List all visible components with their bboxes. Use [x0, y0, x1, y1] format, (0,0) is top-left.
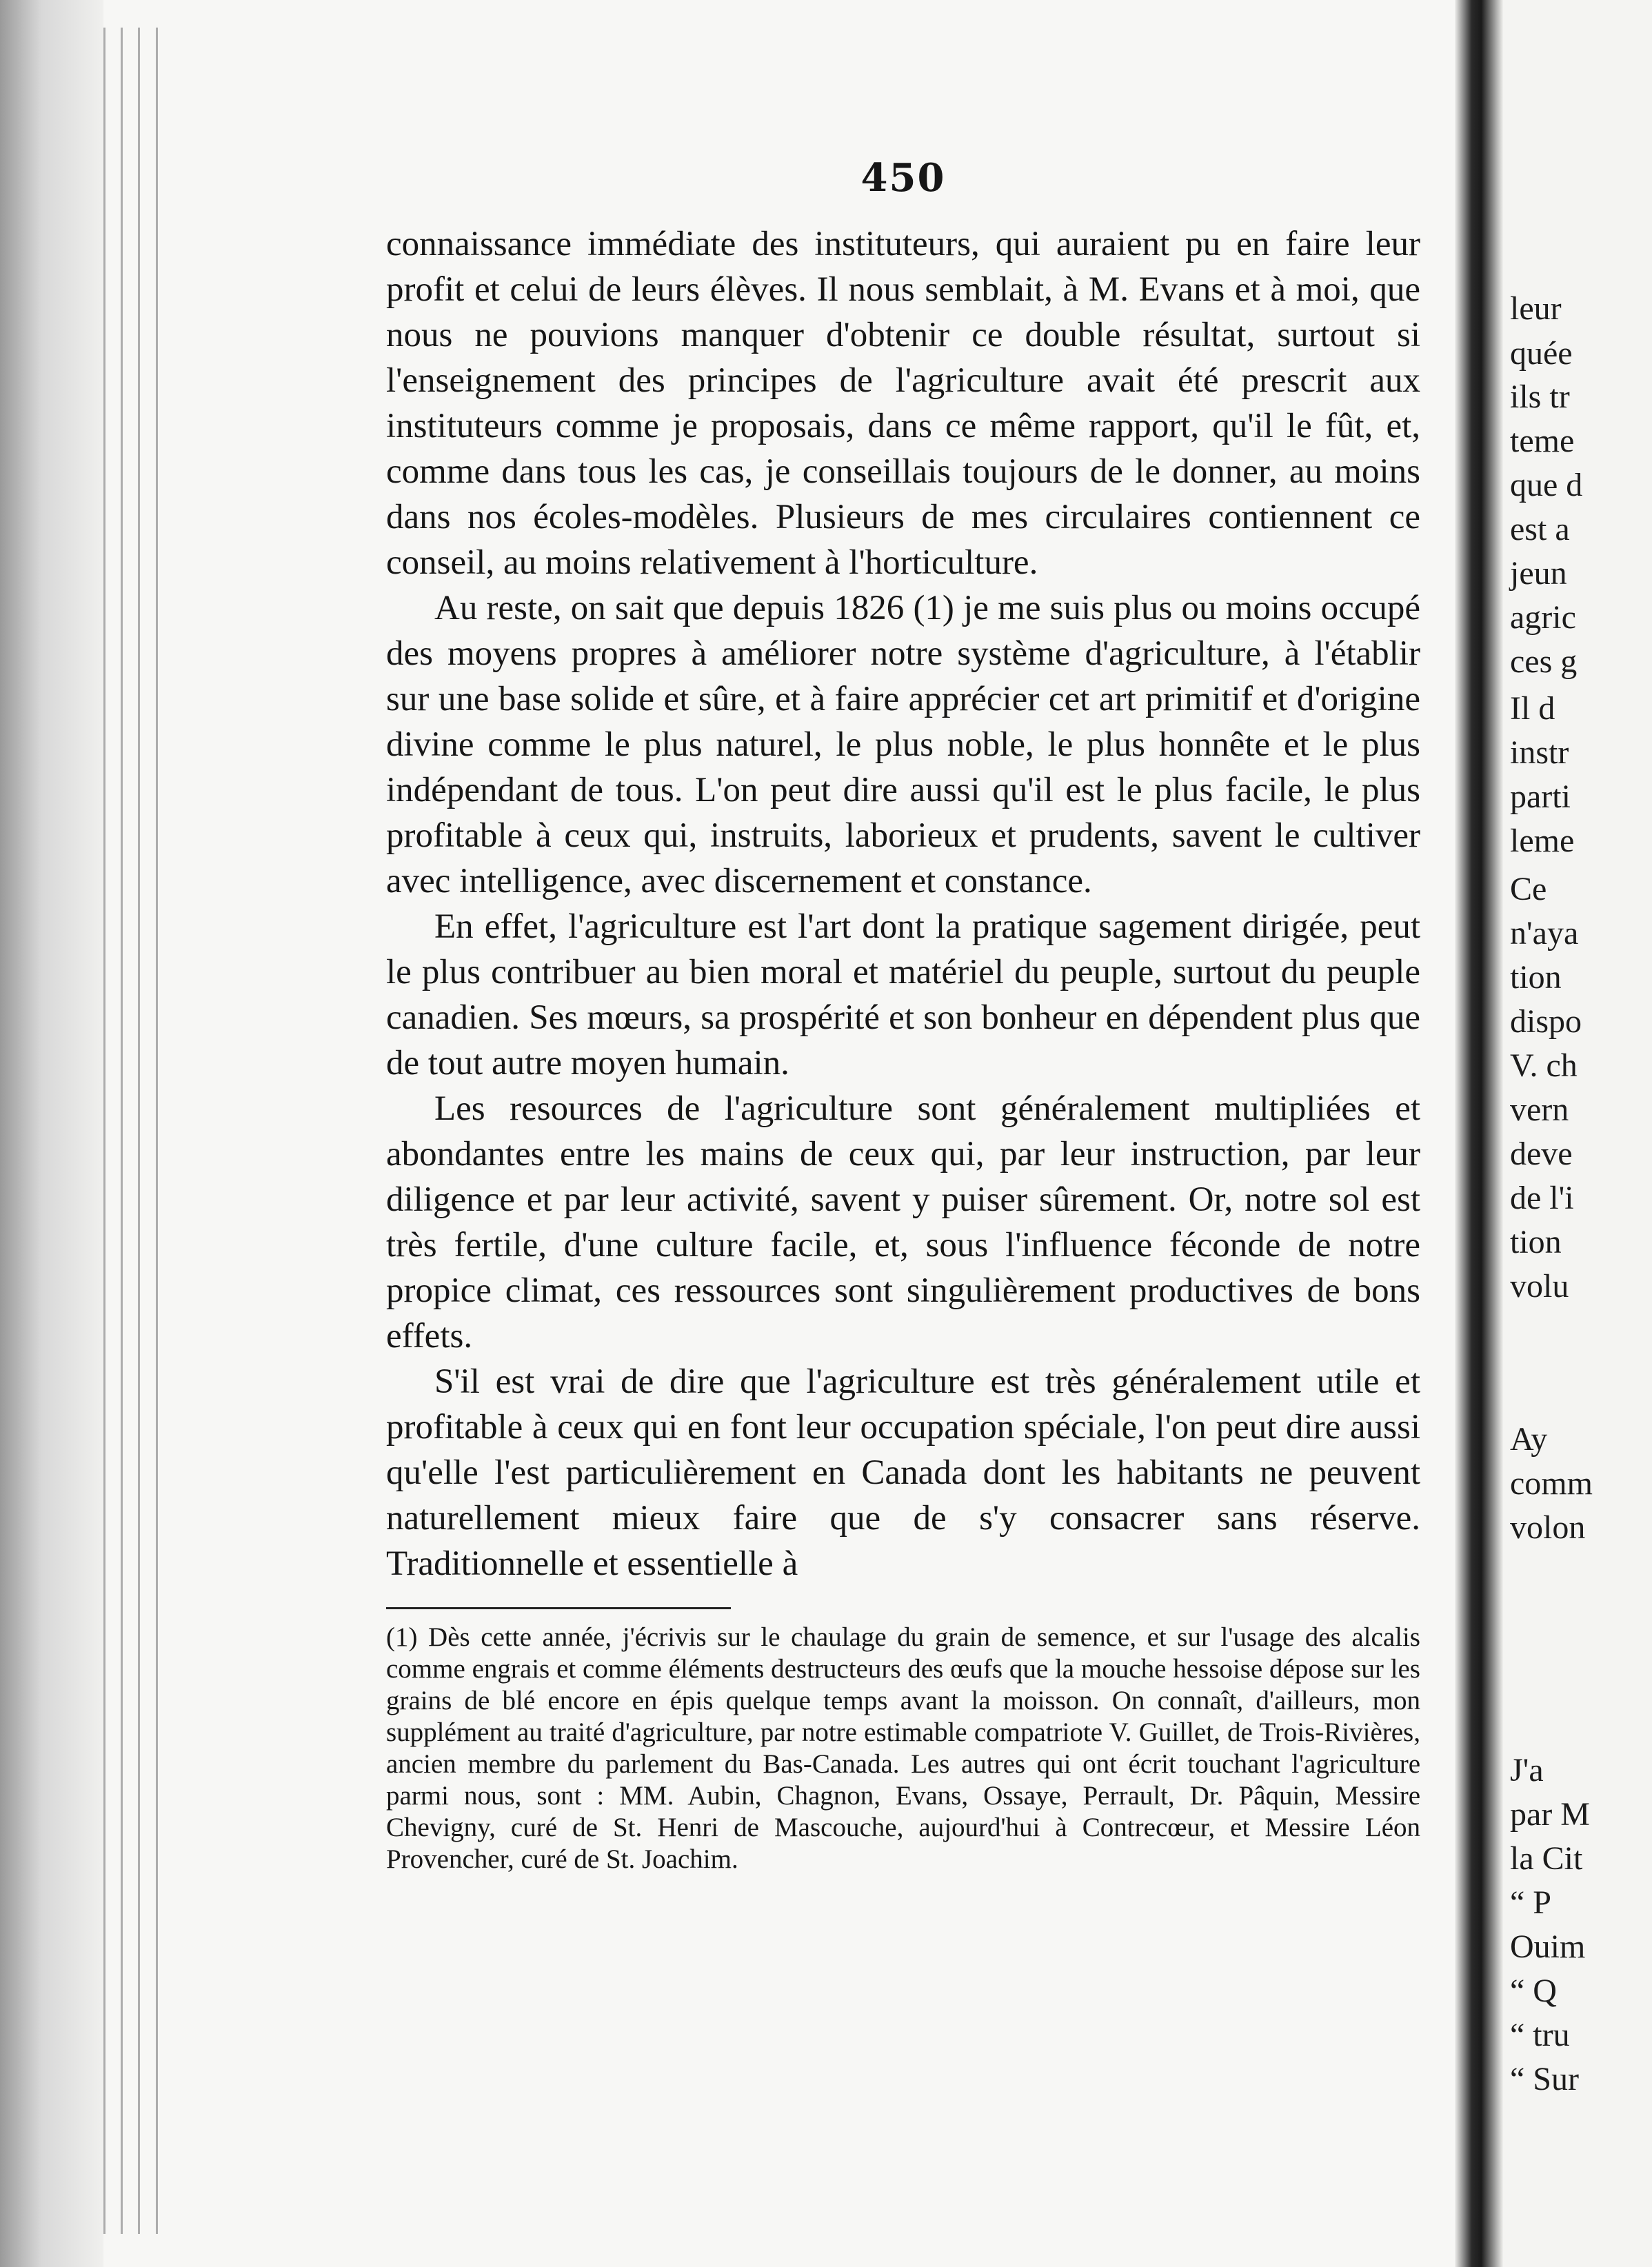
right-page-fragment: V. ch: [1510, 1047, 1578, 1084]
right-page-fragment: n'aya: [1510, 915, 1579, 951]
right-page-fragment: “ Q: [1510, 1973, 1557, 2009]
right-page-fragment: de l'i: [1510, 1180, 1574, 1216]
right-page-fragment: leme: [1510, 823, 1575, 859]
left-page: [386, 155, 1420, 2017]
right-page-fragment: ces g: [1510, 643, 1578, 680]
page-edge-line: [156, 28, 158, 2234]
right-page-fragment: dispo: [1510, 1003, 1582, 1040]
right-page-fragment: est a: [1510, 511, 1570, 547]
paragraph: S'il est vrai de dire que l'agriculture est très généralement utile et profitable à ceux qui en font leur occupation spéciale, l'on peut dire aussi qu'elle l'est particulièrement en Canada dont les habitants ne peuvent naturellement mieux faire que de s'y consacrer sans réserve. Traditionnelle et essentielle à: [386, 1362, 1420, 1583]
right-page-fragment: parti: [1510, 778, 1571, 815]
right-page-fragment: tion: [1510, 1224, 1562, 1260]
right-page-fragment: leur: [1510, 290, 1562, 327]
right-page-fragment: Ouim: [1510, 1928, 1586, 1965]
paragraph: connaissance immédiate des instituteurs, qui auraient pu en faire leur profit et celui de leurs élèves. Il nous semblait, à M. Evans et à moi, que nous ne pouvions manquer d'obtenir ce double résultat, surtout si l'enseignement des principes de l'agriculture avait été prescrit aux instituteurs comme je proposais, dans ce même rapport, qu'il le fût, et, comme dans tous les cas, je conseillais toujours de le donner, au moins dans nos écoles-modèles. Plusieurs de mes circulaires contiennent ce conseil, au moins relativement à l'horticulture.: [386, 225, 1420, 582]
paragraph: Les resources de l'agriculture sont généralement multipliées et abondantes entre les mains de ceux qui, par leur instruction, par leur diligence et par leur activité, savent y puiser sûrement. Or, notre sol est très fertile, d'une culture facile, et, sous l'influence féconde de notre propice climat, ces ressources sont singulièrement productives de bons effets.: [386, 1089, 1420, 1356]
right-page-fragment: volon: [1510, 1509, 1586, 1546]
book-gutter: [1455, 0, 1503, 2267]
right-page-fragment: la Cit: [1510, 1840, 1583, 1877]
right-page-fragment: Ce: [1510, 871, 1547, 907]
footnote-text: (1) Dès cette année, j'écrivis sur le chaulage du grain de semence, et sur l'usage des alcalis comme engrais et comme éléments destructeurs des œufs que la mouche hessoise dépose sur les grains de blé encore en épis quelque temps avant la moisson. On connaît, d'ailleurs, mon supplément au traité d'agriculture, par notre estimable compatriote V. Guillet, de Trois-Rivières, ancien membre du parlement du Bas-Canada. Les autres qui ont écrit touchant l'agriculture parmi nous, sont : MM. Aubin, Chagnon, Evans, Ossaye, Perrault, Dr. Pâquin, Messire Chevigny, curé de St. Henri de Mascouche, aujourd'hui à Contrecœur, et Messire Léon Provencher, curé de St. Joachim.: [386, 1622, 1420, 1874]
right-page-fragment: jeun: [1510, 555, 1567, 592]
right-page-fragment: vern: [1510, 1091, 1569, 1128]
body-text: [386, 221, 1420, 1586]
right-page-fragment: ils tr: [1510, 379, 1570, 415]
right-page-fragment: comm: [1510, 1465, 1593, 1502]
right-page-fragment: J'a: [1510, 1752, 1544, 1789]
right-page-fragment: par M: [1510, 1796, 1590, 1833]
page-stack-edge: [0, 0, 103, 2267]
right-page-fragment: “ P: [1510, 1884, 1551, 1921]
right-page-fragment: tion: [1510, 959, 1562, 996]
right-page-fragment: instr: [1510, 734, 1569, 771]
page-number: 450: [860, 155, 946, 201]
right-page-fragment: agric: [1510, 599, 1576, 636]
footnote: [386, 1622, 1420, 1875]
right-page-fragment: deve: [1510, 1136, 1573, 1172]
right-page-fragment: Ay: [1510, 1421, 1548, 1458]
paragraph: En effet, l'agriculture est l'art dont la pratique sagement dirigée, peut le plus contribuer au bien moral et matériel du peuple, surtout du peuple canadien. Ses mœurs, sa prospérité et son bonheur en dépendent plus que de tout autre moyen humain.: [386, 907, 1420, 1082]
right-page-fragment: quée: [1510, 335, 1573, 372]
paragraph: Au reste, on sait que depuis 1826 (1) je me suis plus ou moins occupé des moyens propres à améliorer notre système d'agriculture, à l'établir sur une base solide et sûre, et à faire apprécier cet art primitif et d'origine divine comme le plus naturel, le plus noble, le plus honnête et le plus indépendant de tous. L'on peut dire aussi qu'il est le plus facile, le plus profitable à ceux qui, instruits, laborieux et prudents, savent le cultiver avec intelligence, avec discernement et constance.: [386, 589, 1420, 900]
page-edge-line: [138, 28, 140, 2234]
right-page-fragment: teme: [1510, 423, 1575, 459]
right-page-fragment: “ tru: [1510, 2017, 1570, 2053]
right-page-fragment: volu: [1510, 1268, 1569, 1304]
page-edge-line: [103, 28, 105, 2234]
right-page-fragment: “ Sur: [1510, 2061, 1579, 2097]
right-page-fragment: Il d: [1510, 690, 1555, 727]
page-edge-line: [121, 28, 123, 2234]
footnote-separator: [386, 1607, 731, 1609]
right-page-fragment: que d: [1510, 467, 1583, 503]
